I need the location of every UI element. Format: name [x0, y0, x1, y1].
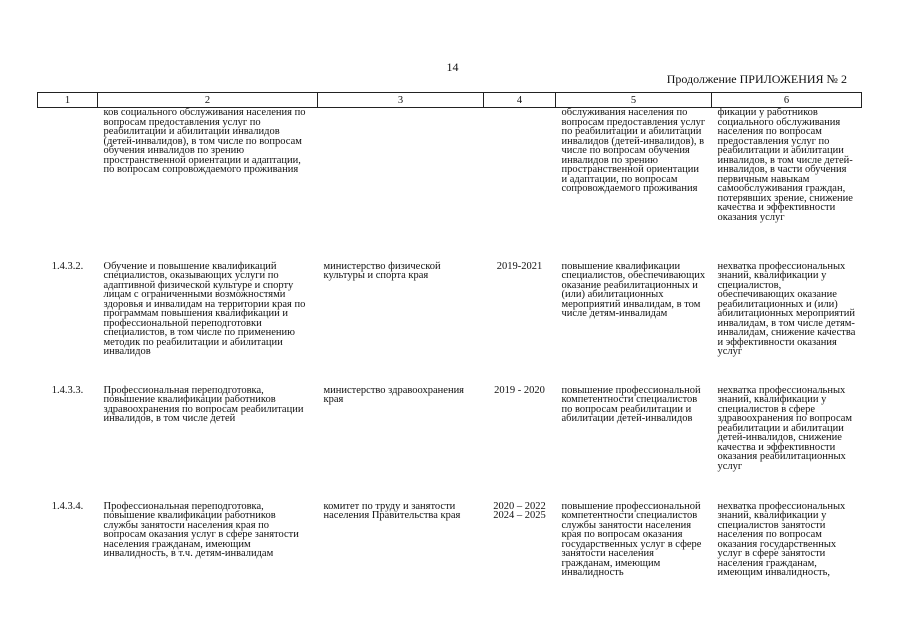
- column-header: 4: [484, 93, 556, 108]
- column-header: 6: [712, 93, 862, 108]
- item-number: [38, 108, 98, 258]
- problem-text: нехватка профессиональных знаний, квалификации у специалистов в сфере здравоохранения по вопросам реабилитации и абилитации детей-инвалидов, снижение качества и эффективности оказания реабилитационных услуг: [717, 384, 853, 472]
- problem-text: нехватка профессиональных знаний, квалификации у специалистов занятости населения по вопросам оказания государственных услуг в сфере занятости населения гражданам, имеющим инвалидность,: [717, 500, 846, 578]
- table-row: [38, 108, 862, 258]
- column-header: 5: [556, 93, 712, 108]
- table-row: [38, 498, 862, 578]
- item-number: 1.4.3.2.: [51, 260, 84, 272]
- period-text: [484, 108, 556, 258]
- period-text: 2020 – 2022 2024 – 2025: [493, 500, 546, 521]
- table-row: [38, 382, 862, 498]
- measure-text: Обучение и повышение квалификаций специалистов, оказывающих услуги по адаптивной физической культуре и спорту лицам с ограниченными возможностями здоровья и инвалидам на территории края по программам повышения квалификации и профессиональной переподготовки специалистов, в том числе по применению методик по реабилитации и абилитации инвалидов: [103, 260, 306, 357]
- result-text: обслуживания населения по вопросам предоставления услуг по реабилитации и абилитации инвалидов (детей-инвалидов), в числе по вопросам обучения инвалидов по зрению пространственной ориентации и адаптации, по вопросам сопровождаемого проживания: [561, 107, 706, 194]
- measure-text: ков социального обслуживания населения по вопросам предоставления услуг по реабилитации и абилитации инвалидов (детей-инвалидов), в том числе по вопросам обучения инвалидов по зрению пространственной ориентации и адаптации, по вопросам сопровождаемого проживания: [103, 107, 306, 175]
- table-header-row: [38, 93, 862, 108]
- executor-text: [318, 108, 484, 258]
- period-text: 2019 - 2020: [494, 384, 545, 396]
- problem-text: фикации у работников социального обслуживания населения по вопросам предоставления услуг по реабилитации и абилитации инвалидов, в том числе детей-инвалидов, в части обучения первичным навыкам самообслуживания граждан, потерявших зрение, снижение качества и эффективности оказания услуг: [717, 107, 853, 223]
- measure-text: Профессиональная переподготовка, повышение квалификации работников здравоохранения по вопросам реабилитации инвалидов, в том числе детей: [103, 384, 304, 424]
- executor-text: министерство физической культуры и спорта края: [323, 260, 441, 281]
- measure-text: Профессиональная переподготовка, повышение квалификации работников службы занятости населения края по вопросам оказания услуг в сфере занятости населения гражданам, имеющим инвалидность, в т.ч. детям-инвалидам: [103, 500, 299, 559]
- column-header: 1: [38, 93, 98, 108]
- result-text: повышение профессиональной компетентности специалистов по вопросам реабилитации и абилитации детей-инвалидов: [561, 384, 701, 424]
- problem-text: нехватка профессиональных знаний, квалификации у специалистов, обеспечивающих оказание реабилитационных и (или) абилитационных мероприятий инвалидам, в том числе детям-инвалидам, снижение качества и эффективности оказания услуг: [717, 260, 856, 357]
- executor-text: министерство здравоохранения края: [323, 384, 465, 405]
- executor-text: комитет по труду и занятости населения Правительства края: [323, 500, 461, 521]
- column-header: 2: [98, 93, 318, 108]
- item-number: 1.4.3.4.: [51, 500, 84, 512]
- item-number: 1.4.3.3.: [51, 384, 84, 396]
- result-text: повышение профессиональной компетентности специалистов службы занятости населения края по вопросам оказания государственных услуг в сфере занятости населения гражданам, имеющим инвалидность: [561, 500, 702, 578]
- result-text: повышение квалификации специалистов, обеспечивающих оказание реабилитационных и (или) абилитационных мероприятий инвалидам, в том числе детям-инвалидам: [561, 260, 706, 319]
- page-number: 14: [446, 60, 459, 74]
- table-row: [38, 258, 862, 382]
- appendix-continuation-label: Продолжение ПРИЛОЖЕНИЯ № 2: [666, 72, 847, 86]
- measures-table: [37, 92, 862, 578]
- column-header: 3: [318, 93, 484, 108]
- period-text: 2019-2021: [496, 260, 543, 272]
